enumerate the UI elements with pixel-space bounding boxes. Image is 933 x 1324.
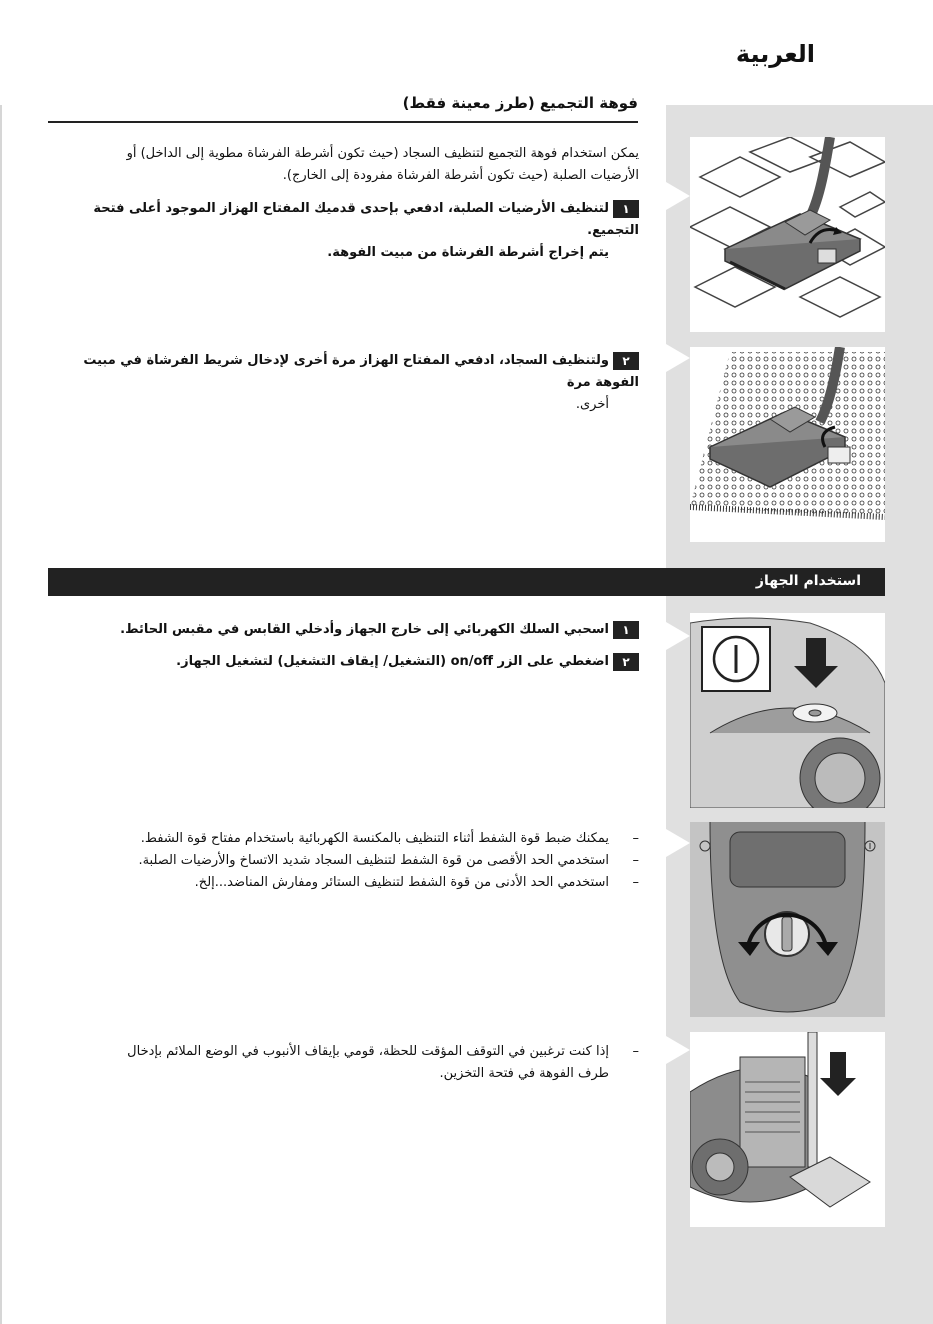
callout-pointer	[666, 829, 690, 857]
pause-line-1: إذا كنت ترغبين في التوقف المؤقت للحظة، قومي بإيقاف الأنبوب في الوضع الملائم بإدخال	[127, 1044, 609, 1059]
step-switch-on	[49, 651, 639, 673]
carpet-nozzle-illustration	[690, 347, 885, 542]
dash-marker: –	[632, 1044, 639, 1059]
list-item-text: يمكنك ضبط قوة الشفط أثناء التنظيف بالمكنسة الكهربائية باستخدام مفتاح قوة الشفط.	[140, 831, 609, 846]
intro-line-2: الأرضيات الصلبة (حيث تكون أشرطة الفرشاة مفرودة إلى الخارج).	[282, 168, 639, 183]
suction-dial-illustration	[690, 822, 885, 1017]
step-text: لتنظيف الأرضيات الصلبة، ادفعي بإحدى قدميك المفتاح الهزاز الموجود أعلى فتحة التجميع.	[93, 201, 639, 238]
list-item-text: استخدمي الحد الأقصى من قوة الشفط لتنظيف السجاد شديد الاتساخ والأرضيات الصلبة.	[138, 853, 609, 868]
callout-pointer	[666, 344, 690, 372]
left-margin-rule	[0, 105, 2, 1324]
section-divider	[48, 121, 638, 123]
callout-pointer	[666, 182, 690, 210]
step-text: اسحبي السلك الكهربائي إلى خارج الجهاز وأدخلي القابس في مقبس الحائط.	[120, 622, 609, 637]
intro-paragraph	[49, 143, 639, 187]
step-number: ٢	[613, 653, 639, 671]
section-bar	[48, 568, 885, 596]
step-number: ٢	[613, 352, 639, 370]
list-item	[79, 828, 639, 850]
list-item	[79, 872, 639, 894]
step-text: ولتنظيف السجاد، ادفعي المفتاح الهزاز مرة أخرى لإدخال شريط الفرشاة في مبيت الفوهة مرة	[83, 353, 639, 390]
hard-floor-nozzle-illustration	[690, 137, 885, 332]
step-result: يتم إخراج أشرطة الفرشاة من مبيت الفوهة.	[327, 245, 609, 260]
dash-marker: –	[632, 875, 639, 890]
pause-line-2: طرف الفوهة في فتحة التخزين.	[439, 1066, 609, 1081]
step-number: ١	[613, 200, 639, 218]
step-plug-in	[49, 619, 639, 641]
step-text-cont: أخرى.	[575, 397, 609, 412]
section-title-nozzle: فوهة التجميع (طرز معينة فقط)	[402, 94, 638, 112]
callout-pointer	[666, 622, 690, 650]
power-button-illustration	[690, 613, 885, 808]
list-item-text: استخدمي الحد الأدنى من قوة الشفط لتنظيف الستائر ومفارش المناضد...إلخ.	[194, 875, 609, 890]
step-text: اضغطي على الزر on/off (التشغيل/ إيقاف التشغيل) لتشغيل الجهاز.	[176, 654, 609, 669]
dash-marker: –	[632, 831, 639, 846]
language-label: العربية	[735, 40, 815, 68]
step-hard-floor	[49, 198, 639, 264]
pause-item	[59, 1041, 639, 1085]
callout-pointer	[666, 1036, 690, 1064]
list-item	[79, 850, 639, 872]
section-title-using: استخدام الجهاز	[755, 573, 861, 589]
dash-marker: –	[632, 853, 639, 868]
step-number: ١	[613, 621, 639, 639]
parking-position-illustration	[690, 1032, 885, 1227]
intro-line-1: يمكن استخدام فوهة التجميع لتنظيف السجاد (حيث تكون أشرطة الفرشاة مطوية إلى الداخل) أو	[126, 146, 639, 161]
step-carpet	[49, 350, 639, 416]
